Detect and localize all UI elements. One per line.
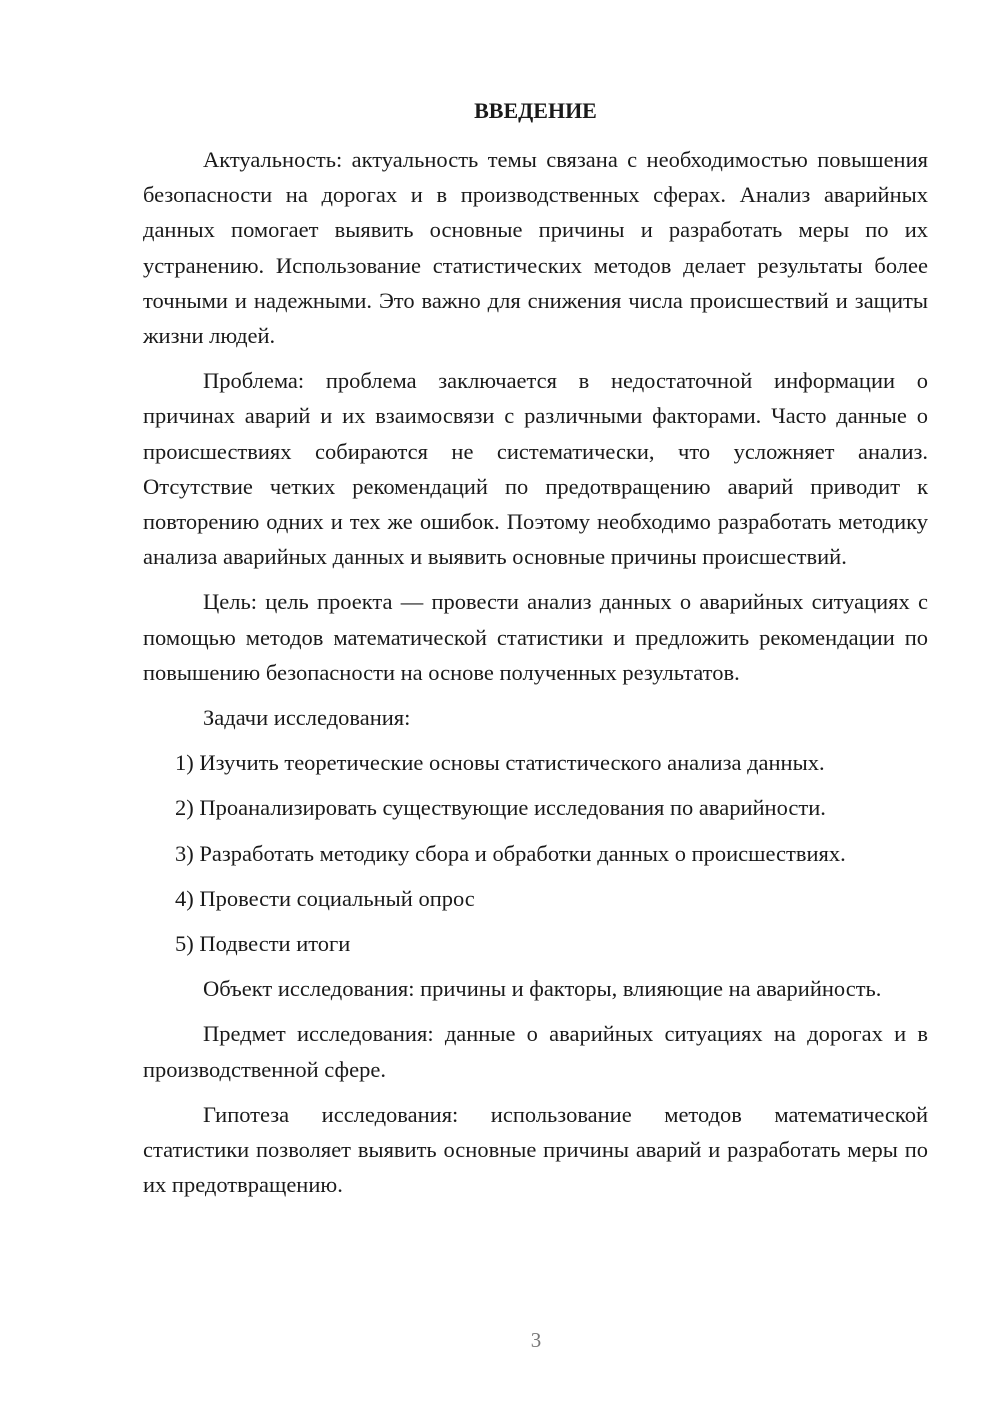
paragraph-relevance: Актуальность: актуальность темы связана с необходимостью повышения безопасности на дорогах и в производственных сферах. Анализ аварийных данных помогает выявить основные причины и разработать меры по их устранению. Использование статистических методов делает результаты более точными и надежными. Это важно для снижения числа происшествий и защиты жизни людей. — [143, 147, 928, 349]
list-item: 4) Провести социальный опрос — [175, 885, 475, 911]
tasks-heading: Задачи исследования: — [203, 705, 411, 731]
page-number: 3 — [530, 1328, 542, 1352]
document-page — [143, 94, 928, 1212]
list-item: 1) Изучить теоретические основы статистического анализа данных. — [175, 750, 825, 776]
paragraph-object: Объект исследования: причины и факторы, влияющие на аварийность. — [203, 976, 882, 1002]
page-title: ВВЕДЕНИЕ — [474, 98, 597, 123]
list-item: 2) Проанализировать существующие исследования по аварийности. — [175, 795, 826, 821]
paragraph-subject: Предмет исследования: данные о аварийных ситуациях на дорогах и в производственной сфере. — [143, 1021, 928, 1082]
paragraph-hypothesis: Гипотеза исследования: использование методов математической статистики позволяет выявить основные причины аварий и разработать меры по их предотвращению. — [143, 1101, 928, 1198]
list-item: 3) Разработать методику сбора и обработки данных о происшествиях. — [175, 840, 846, 866]
list-item: 5) Подвести итоги — [175, 931, 351, 957]
paragraph-goal: Цель: цель проекта — провести анализ данных о аварийных ситуациях с помощью методов математической статистики и предложить рекомендации по повышению безопасности на основе полученных результатов. — [143, 589, 928, 685]
tasks-list — [143, 745, 928, 961]
paragraph-problem: Проблема: проблема заключается в недостаточной информации о причинах аварий и их взаимосвязи с различными факторами. Часто данные о происшествиях собираются не систематически, что усложняет анализ. Отсутствие четких рекомендаций по предотвращению аварий приводит к повторению одних и тех же ошибок. Поэтому необходимо разработать методику анализа аварийных данных и выявить основные причины происшествий. — [143, 368, 928, 570]
